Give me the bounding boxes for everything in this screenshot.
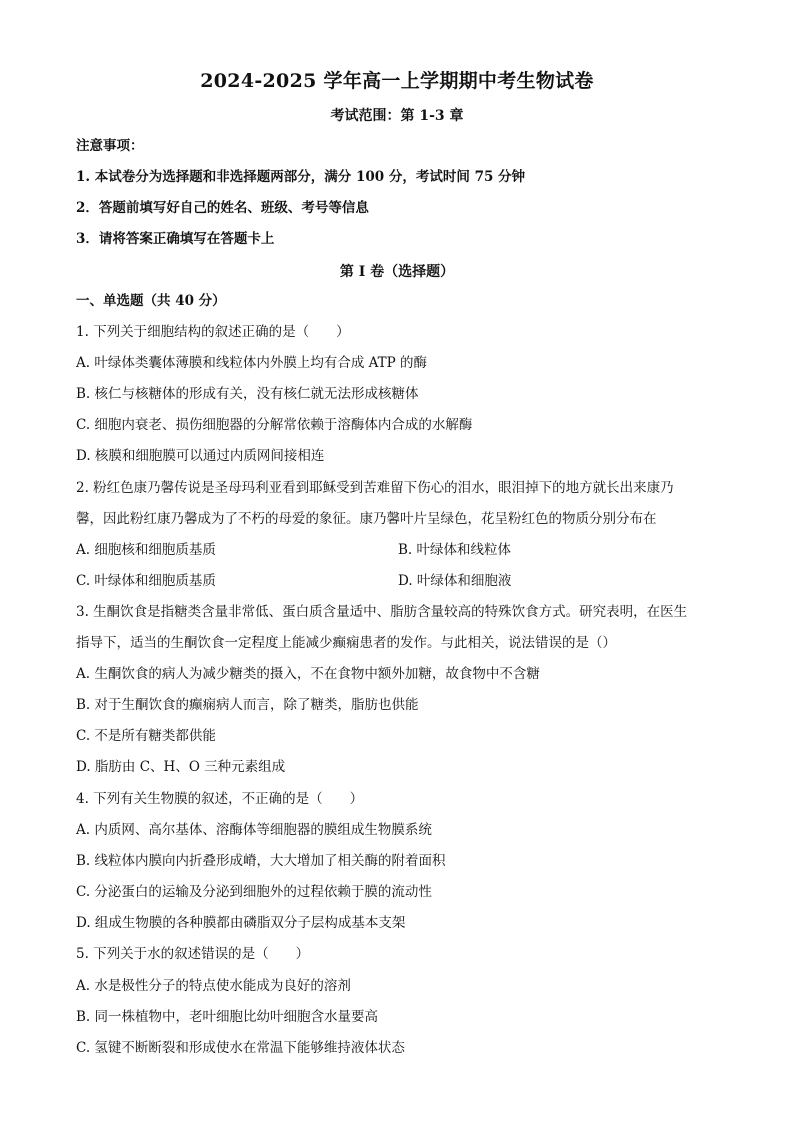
question-1-option-b: B. 核仁与核糖体的形成有关，没有核仁就无法形成核糖体 [76, 386, 419, 402]
notice-item-2: 2．答题前填写好自己的姓名、班级、考号等信息 [76, 200, 369, 216]
exam-title: 2024-2025 学年高一上学期期中考生物试卷 [200, 70, 594, 92]
exam-scope: 考试范围：第 1-3 章 [330, 108, 464, 124]
question-2-stem-line-1: 2. 粉红色康乃馨传说是圣母玛利亚看到耶稣受到苦难留下伤心的泪水，眼泪掉下的地方就长出来康乃 [76, 480, 674, 496]
question-4-option-d: D. 组成生物膜的各种膜都由磷脂双分子层构成基本支架 [76, 915, 406, 931]
question-2-stem-line-2: 馨，因此粉红康乃馨成为了不朽的母爱的象征。康乃馨叶片呈绿色，花呈粉红色的物质分别分布在 [76, 511, 657, 527]
notice-heading: 注意事项： [76, 138, 144, 154]
question-1-stem: 1. 下列关于细胞结构的叙述正确的是（ ） [76, 324, 350, 340]
question-3-option-c: C. 不是所有糖类都供能 [76, 728, 216, 744]
question-1-option-c: C. 细胞内衰老、损伤细胞器的分解常依赖于溶酶体内合成的水解酶 [76, 417, 473, 433]
question-3-stem-line-1: 3. 生酮饮食是指糖类含量非常低、蛋白质含量适中、脂肪含量较高的特殊饮食方式。研究表明，在医生 [76, 604, 688, 620]
question-3-stem-line-2: 指导下，适当的生酮饮食一定程度上能减少癫痫患者的发作。与此相关，说法错误的是（） [76, 635, 616, 651]
question-2-option-d: D. 叶绿体和细胞液 [398, 573, 512, 589]
question-1-option-d: D. 核膜和细胞膜可以通过内质网间接相连 [76, 448, 325, 464]
section-heading: 一、单选题（共 40 分） [76, 293, 226, 309]
question-5-option-b: B. 同一株植物中，老叶细胞比幼叶细胞含水量要高 [76, 1009, 379, 1025]
question-3-option-d: D. 脂肪由 C、H、O 三种元素组成 [76, 759, 286, 775]
notice-item-1: 1. 本试卷分为选择题和非选择题两部分，满分 100 分，考试时间 75 分钟 [76, 169, 526, 185]
question-4-option-b: B. 线粒体内膜向内折叠形成嵴，大大增加了相关酶的附着面积 [76, 853, 446, 869]
question-3-option-b: B. 对于生酮饮食的癫痫病人而言，除了糖类，脂肪也供能 [76, 697, 419, 713]
question-1-option-a: A. 叶绿体类囊体薄膜和线粒体内外膜上均有合成 ATP 的酶 [76, 355, 428, 371]
question-4-stem: 4. 下列有关生物膜的叙述，不正确的是（ ） [76, 791, 364, 807]
question-3-option-a: A. 生酮饮食的病人为减少糖类的摄入，不在食物中额外加糖，故食物中不含糖 [76, 666, 540, 682]
question-2-option-c: C. 叶绿体和细胞质基质 [76, 573, 216, 589]
question-2-option-a: A. 细胞核和细胞质基质 [76, 542, 216, 558]
question-4-option-a: A. 内质网、高尔基体、溶酶体等细胞器的膜组成生物膜系统 [76, 822, 432, 838]
question-4-option-c: C. 分泌蛋白的运输及分泌到细胞外的过程依赖于膜的流动性 [76, 884, 432, 900]
question-5-option-a: A. 水是极性分子的特点使水能成为良好的溶剂 [76, 978, 351, 994]
part-title: 第 I 卷（选择题） [339, 264, 455, 280]
question-5-stem: 5. 下列关于水的叙述错误的是（ ） [76, 946, 310, 962]
notice-item-3: 3．请将答案正确填写在答题卡上 [76, 231, 275, 247]
question-2-option-b: B. 叶绿体和线粒体 [398, 542, 512, 558]
question-5-option-c: C. 氢键不断断裂和形成使水在常温下能够维持液体状态 [76, 1040, 405, 1056]
